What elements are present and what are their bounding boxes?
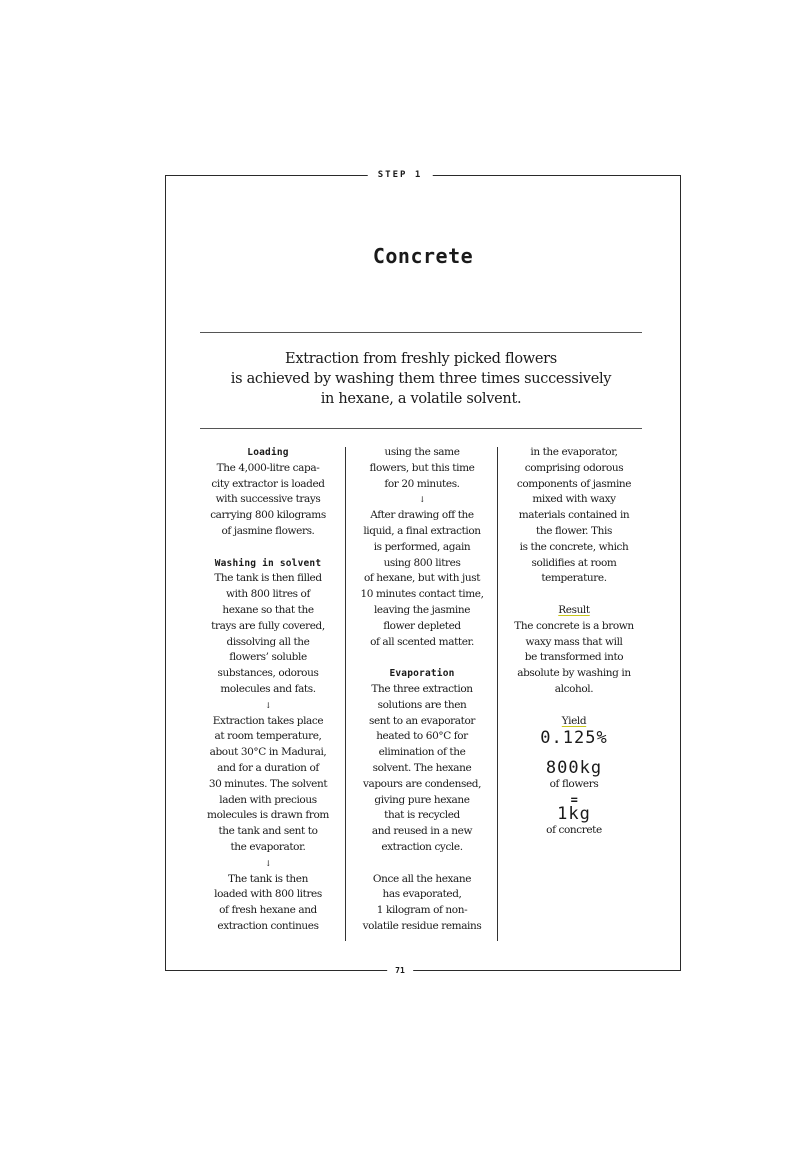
- step-label: STEP 1: [368, 168, 433, 182]
- text-line: elimination of the: [378, 746, 466, 759]
- text-line: heated to 60°C for: [376, 730, 468, 743]
- text-line: extraction continues: [217, 919, 319, 932]
- column-2: [350, 445, 494, 935]
- text-line: has evaporated,: [382, 888, 462, 901]
- text-line: Extraction takes place: [212, 714, 324, 727]
- text-line: solidifies at room: [531, 556, 617, 569]
- flowers-label: of flowers: [549, 777, 599, 790]
- text-line: The tank is then: [228, 872, 308, 885]
- text-line: the tank and sent to: [218, 825, 318, 838]
- evaporation-heading: Evaporation: [389, 668, 455, 680]
- text-line: city extractor is loaded: [211, 477, 325, 490]
- text-line: trays are fully covered,: [211, 619, 325, 632]
- text-line: 1 kilogram of non-: [376, 904, 468, 917]
- text-line: the flower. This: [536, 524, 612, 537]
- spacer: [503, 698, 645, 714]
- spacer: [194, 540, 342, 556]
- text-line: carrying 800 kilograms: [210, 509, 326, 522]
- spacer: [350, 650, 494, 666]
- text-line: volatile residue remains: [362, 919, 482, 932]
- text-line: Once all the hexane: [372, 872, 472, 885]
- text-line: be transformed into: [524, 651, 624, 664]
- text-line: temperature.: [541, 572, 607, 585]
- text-line: The 4,000-litre capa-: [216, 461, 320, 474]
- text-line: absolute by washing in: [517, 667, 631, 680]
- text-line: loaded with 800 litres: [214, 888, 322, 901]
- text-line: is the concrete, which: [519, 540, 629, 553]
- text-line: flower depleted: [383, 619, 461, 632]
- spacer: [350, 856, 494, 872]
- text-line: is performed, again: [373, 540, 471, 553]
- text-line: components of jasmine: [516, 477, 632, 490]
- text-line: about 30°C in Madurai,: [209, 746, 327, 759]
- intro-top-rule: [200, 332, 642, 333]
- spacer: [503, 587, 645, 603]
- intro-bottom-rule: [200, 428, 642, 429]
- yield-heading-row: [503, 714, 645, 730]
- text-line: flowers’ soluble: [229, 651, 307, 664]
- intro-line: Extraction from freshly picked flowers: [285, 351, 557, 367]
- page-number: 71: [387, 964, 413, 978]
- text-line: using the same: [384, 446, 460, 458]
- text-line: materials contained in: [518, 509, 630, 522]
- text-line: sent to an evaporator: [368, 714, 476, 727]
- text-line: solvent. The hexane: [372, 761, 472, 774]
- result-heading-row: [503, 603, 645, 619]
- washing-heading: Washing in solvent: [214, 557, 322, 569]
- text-line: molecules is drawn from: [207, 809, 329, 822]
- text-line: in the evaporator,: [530, 446, 618, 458]
- text-line: of all scented matter.: [370, 635, 474, 648]
- text-line: at room temperature,: [214, 730, 322, 743]
- text-line: dissolving all the: [226, 635, 310, 648]
- down-arrow-icon: ↓: [418, 495, 426, 505]
- text-line: 10 minutes contact time,: [360, 588, 484, 601]
- text-line: with 800 litres of: [226, 588, 310, 601]
- flowers-amount: 800kg: [545, 758, 603, 779]
- text-line: giving pure hexane: [374, 793, 470, 806]
- text-line: mixed with waxy: [532, 493, 616, 506]
- text-line: substances, odorous: [217, 667, 319, 680]
- result-heading: Result: [558, 603, 590, 616]
- column-1: [194, 445, 342, 935]
- text-line: 30 minutes. The solvent: [208, 777, 328, 790]
- text-line: liquid, a final extraction: [363, 524, 481, 537]
- yield-heading: Yield: [561, 714, 587, 727]
- loading-heading: Loading: [247, 447, 289, 458]
- text-line: After drawing off the: [370, 509, 474, 522]
- text-line: The concrete is a brown: [514, 619, 634, 632]
- yield-value: 0.125%: [540, 728, 608, 749]
- text-line: hexane so that the: [222, 603, 314, 616]
- text-line: extraction cycle.: [381, 840, 463, 853]
- text-line: for 20 minutes.: [384, 477, 460, 490]
- down-arrow-icon: ↓: [264, 858, 272, 868]
- concrete-amount: 1kg: [557, 803, 591, 824]
- text-line: leaving the jasmine: [373, 603, 471, 616]
- text-line: comprising odorous: [524, 461, 624, 474]
- equals-sign: =: [570, 792, 578, 807]
- concrete-label: of concrete: [546, 823, 602, 836]
- intro-line: is achieved by washing them three times successively: [230, 371, 612, 387]
- text-line: and for a duration of: [217, 761, 319, 774]
- column-divider: [345, 447, 346, 941]
- text-line: the evaporator.: [230, 840, 306, 853]
- text-line: laden with precious: [219, 793, 317, 806]
- text-line: of fresh hexane and: [219, 904, 317, 917]
- text-line: of jasmine flowers.: [221, 524, 315, 537]
- text-line: alcohol.: [554, 682, 594, 695]
- text-line: using 800 litres: [383, 556, 461, 569]
- text-line: molecules and fats.: [220, 682, 316, 695]
- down-arrow-icon: ↓: [264, 700, 272, 710]
- text-line: with successive trays: [215, 493, 321, 506]
- text-line: and reused in a new: [371, 825, 473, 838]
- page-title: Concrete: [372, 244, 474, 268]
- text-line: of hexane, but with just: [363, 572, 481, 585]
- text-line: waxy mass that will: [525, 635, 623, 648]
- text-line: solutions are then: [377, 698, 467, 711]
- text-line: The tank is then filled: [214, 572, 322, 585]
- intro-text: [200, 349, 642, 409]
- text-line: vapours are condensed,: [362, 777, 482, 790]
- text-line: flowers, but this time: [369, 461, 475, 474]
- intro-line: in hexane, a volatile solvent.: [320, 391, 522, 407]
- column-3: [503, 445, 645, 838]
- text-line: that is recycled: [384, 809, 460, 822]
- column-divider: [497, 447, 498, 941]
- text-line: The three extraction: [371, 682, 473, 695]
